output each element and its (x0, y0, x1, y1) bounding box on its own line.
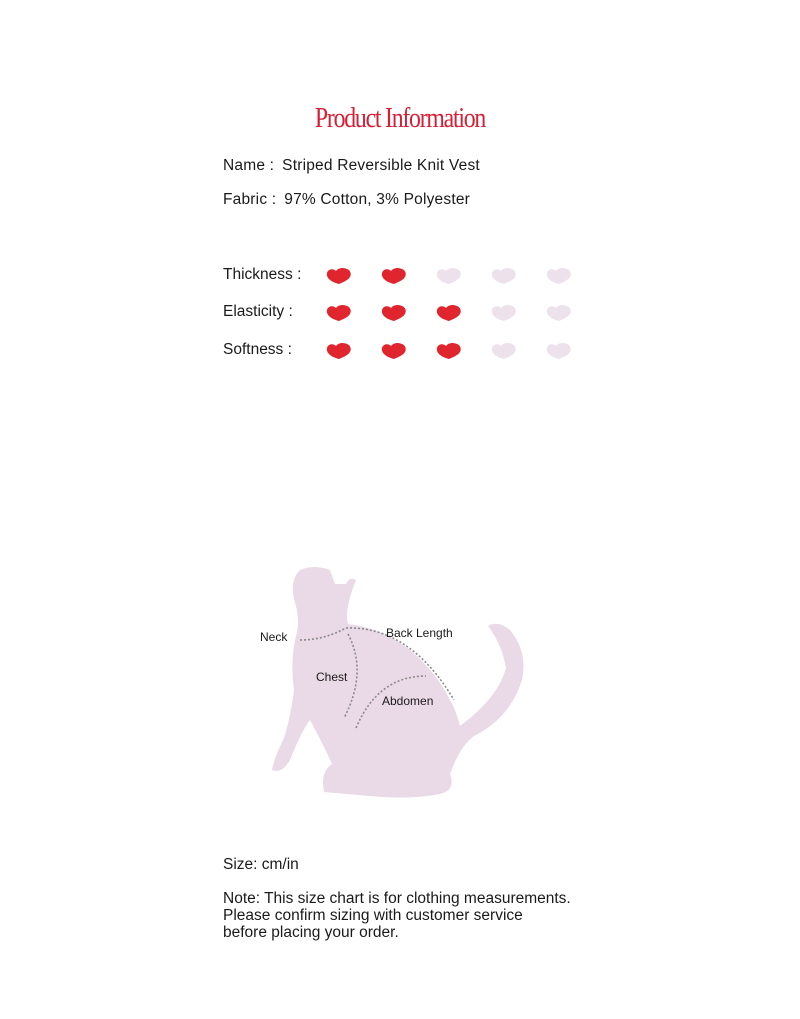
heart-filled-icon (380, 267, 408, 285)
size-note (223, 890, 663, 941)
rating-label: Thickness : (223, 266, 302, 283)
heart-empty-icon (545, 267, 573, 285)
page-title: Product Information (314, 102, 486, 134)
heart-filled-icon (380, 342, 408, 360)
product-name (223, 157, 480, 175)
note-line: before placing your order. (223, 924, 399, 941)
heart-filled-icon (380, 304, 408, 322)
neck-label: Neck (260, 630, 288, 644)
heart-empty-icon (435, 267, 463, 285)
heart-empty-icon (545, 304, 573, 322)
size-unit: Size: cm/in (223, 856, 299, 873)
size-diagram (260, 560, 540, 810)
heart-filled-icon (325, 267, 353, 285)
fabric-label: Fabric : (223, 191, 277, 208)
name-value: Striped Reversible Knit Vest (282, 157, 480, 174)
fabric-value: 97% Cotton, 3% Polyester (284, 191, 471, 208)
rating-label: Elasticity : (223, 303, 293, 320)
heart-filled-icon (435, 304, 463, 322)
product-fabric (223, 191, 470, 209)
rating-softness (223, 339, 623, 363)
rating-label: Softness : (223, 341, 292, 358)
back-length-label: Back Length (386, 626, 453, 640)
heart-empty-icon (490, 267, 518, 285)
chest-label: Chest (316, 670, 348, 684)
heart-empty-icon (490, 342, 518, 360)
heart-filled-icon (435, 342, 463, 360)
heart-empty-icon (490, 304, 518, 322)
name-label: Name : (223, 157, 275, 174)
rating-elasticity (223, 301, 623, 325)
heart-empty-icon (545, 342, 573, 360)
note-line: Please confirm sizing with customer service (223, 907, 523, 924)
rating-thickness (223, 264, 623, 288)
abdomen-label: Abdomen (382, 694, 434, 708)
note-line: Note: This size chart is for clothing measurements. (223, 890, 571, 907)
heart-filled-icon (325, 342, 353, 360)
cat-silhouette (260, 560, 540, 810)
heart-filled-icon (325, 304, 353, 322)
